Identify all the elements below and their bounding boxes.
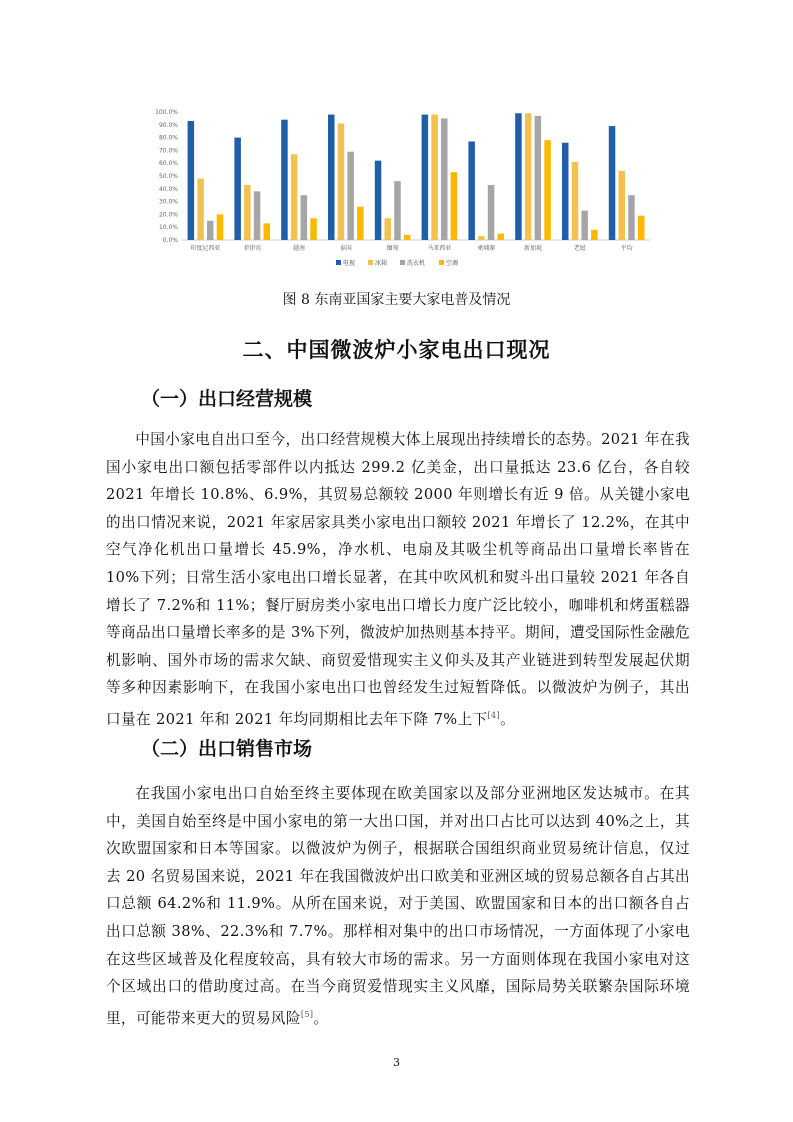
bar-1-6 [478, 236, 485, 240]
category-label: 老挝 [573, 245, 586, 252]
paragraph-1-text: 中国小家电自出口至今，出口经营规模大体上展现出持续增长的态势。2021 年在我国小家电出口额包括零部件以内抵达 299.2 亿美金，出口量抵达 23.6 亿台，各自较 2021 年增长 10.8%、6.9%，其贸易总额较 2000 年则增长有近 9 倍。从关键小家电的出口情况来说，2021 年家居家具类小家电出口额较 2021 年增长了 12.2%，在其中空气净化机出口量增长 45.9%，净水机、电扇及其吸尘机等商品出口量增长率皆在 10%下列；日常生活小家电出口增长显著，在其中吹风机和熨斗出口量较 2021 年各自增长了 7.2%和 11%；餐厅厨房类小家电出口增长力度广泛比较小，咖啡机和烤蛋糕器等商品出口量增长率多的是 3%下列，微波炉加热则基本持平。期间，遭受国际性金融危机影响、国外市场的需求欠缺、商贸爱惜现实主义仰头及其产业链进到转型发展起伏期等多种因素影响下，在我国小家电出口也曾经发生过短暂降低。以微波炉为例子，其出口量在 2021 年和 2021 年均同期相比去年下降 7%上下 [106, 431, 690, 728]
subsection-title-2: （二）出口销售市场 [141, 738, 313, 760]
legend-swatch [368, 260, 373, 265]
bar-3-4 [404, 235, 411, 240]
bar-0-4 [375, 161, 382, 240]
bar-1-7 [525, 113, 532, 240]
bar-2-3 [347, 152, 354, 240]
category-label: 菲律宾 [243, 245, 262, 252]
bar-0-3 [328, 115, 335, 240]
paragraph-2-end: 。 [313, 1009, 329, 1027]
legend-label: 电视 [343, 260, 356, 267]
category-label: 新加坡 [523, 245, 543, 252]
bar-3-8 [591, 230, 598, 240]
bar-0-9 [609, 126, 616, 240]
bar-3-0 [217, 214, 224, 240]
citation-5: [5] [300, 1009, 314, 1019]
bar-1-1 [244, 185, 251, 240]
y-tick-label: 70.0% [158, 147, 178, 155]
bar-2-9 [628, 195, 635, 240]
y-tick-label: 40.0% [158, 185, 178, 193]
paragraph-1 [106, 426, 690, 733]
bar-0-6 [468, 141, 475, 240]
category-label: 柬埔寨 [477, 245, 496, 252]
bar-2-0 [207, 221, 214, 240]
bar-2-4 [394, 181, 401, 240]
y-tick-label: 20.0% [158, 211, 178, 219]
legend-label: 洗衣机 [407, 260, 426, 267]
bar-2-2 [301, 195, 308, 240]
bar-2-5 [441, 118, 448, 240]
bar-3-5 [451, 172, 458, 240]
section-title: 二、中国微波炉小家电出口现况 [242, 338, 551, 362]
page-number: 3 [393, 1056, 400, 1069]
bar-1-0 [197, 179, 204, 240]
y-tick-label: 10.0% [158, 224, 178, 232]
bar-3-9 [638, 216, 645, 240]
y-tick-label: 0.0% [162, 237, 178, 244]
figure-caption: 图 8 东南亚国家主要大家电普及情况 [282, 292, 511, 308]
y-tick-label: 80.0% [158, 134, 178, 142]
bar-3-6 [498, 234, 505, 240]
bar-2-1 [254, 191, 260, 240]
bar-3-7 [544, 140, 551, 240]
y-tick-label: 90.0% [158, 121, 178, 129]
legend-label: 冰箱 [375, 260, 388, 267]
bar-1-2 [291, 154, 298, 240]
paragraph-2 [106, 780, 690, 1032]
y-tick-label: 50.0% [158, 173, 178, 180]
bar-0-2 [281, 120, 288, 240]
category-label: 印度尼西亚 [190, 245, 221, 252]
bar-1-8 [572, 162, 579, 240]
y-tick-label: 100.0% [155, 109, 178, 116]
legend-swatch [439, 260, 444, 265]
legend-swatch [400, 260, 405, 265]
category-label: 马来西亚 [427, 245, 452, 252]
subsection-title-1: （一）出口经营规模 [141, 388, 313, 410]
bar-2-6 [488, 185, 495, 240]
y-tick-label: 60.0% [158, 160, 178, 168]
citation-4: [4] [487, 710, 501, 720]
legend-swatch [336, 260, 341, 265]
bar-0-0 [188, 121, 195, 240]
bar-2-8 [581, 211, 588, 240]
bar-3-3 [357, 207, 364, 240]
legend-label: 空调 [446, 260, 459, 267]
bar-3-1 [264, 223, 271, 240]
paragraph-1-end: 。 [500, 710, 516, 728]
bar-1-5 [431, 115, 438, 240]
bar-0-7 [515, 113, 522, 240]
bar-0-1 [234, 138, 241, 240]
category-label: 越南 [292, 245, 306, 252]
paragraph-2-text: 在我国小家电出口自始至终主要体现在欧美国家以及部分亚洲地区发达城市。在其中，美国自始至终是中国小家电的第一大出口国，并对出口占比可以达到 40%之上，其次欧盟国家和日本等国家。以微波炉为例子，根据联合国组织商业贸易统计信息，仅过去 20 名贸易国来说，2021 年在我国微波炉出口欧美和亚洲区域的贸易总额各自占其出口总额 64.2%和 11.9%。从所在国来说，对于美国、欧盟国家和日本的出口额各自占出口总额 38%、22.3%和 7.7%。那样相对集中的出口市场情况，一方面体现了小家电在这些区域普及化程度较高，具有较大市场的需求。另一方面则体现在我国小家电对这个区域出口的借助度过高。在当今商贸爱惜现实主义风靡，国际局势关联繁杂国际环境里，可能带来更大的贸易风险 [106, 785, 690, 1027]
bar-2-7 [535, 116, 542, 240]
bar-0-8 [562, 143, 569, 240]
category-label: 泰国 [339, 245, 352, 252]
bar-1-3 [338, 124, 345, 240]
category-label: 平均 [620, 245, 633, 252]
bar-3-2 [310, 218, 317, 240]
bar-0-5 [422, 115, 429, 240]
bar-1-9 [619, 171, 626, 240]
y-tick-label: 30.0% [158, 198, 178, 206]
bar-chart [140, 100, 660, 280]
category-label: 缅甸 [386, 245, 399, 252]
bar-1-4 [385, 218, 392, 240]
